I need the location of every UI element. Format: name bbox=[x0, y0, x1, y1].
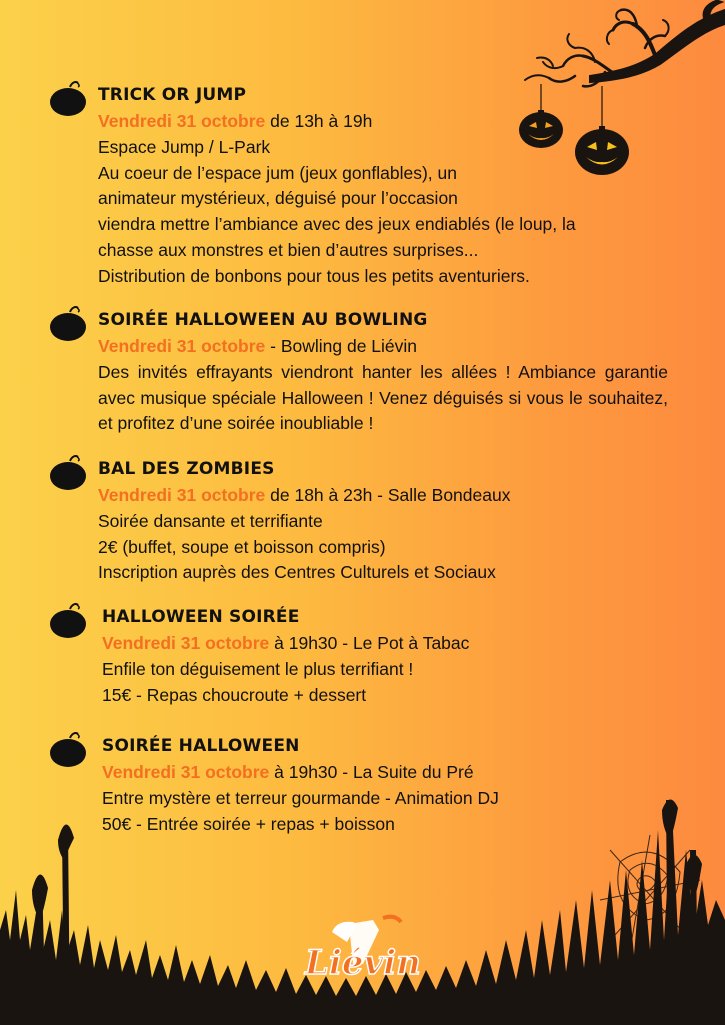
pumpkin-icon bbox=[48, 455, 88, 491]
event-line: Espace Jump / L-Park bbox=[98, 136, 271, 157]
event-date: Vendredi 31 octobre bbox=[98, 485, 266, 505]
event-title: HALLOWEEN SOIRÉE bbox=[102, 607, 300, 627]
event-soiree-bowling bbox=[48, 309, 668, 437]
event-date-line: Vendredi 31 octobre - Bowling de Liévin bbox=[98, 336, 418, 356]
event-date-line: Vendredi 31 octobre à 19h30 - Le Pot à Tabac bbox=[102, 633, 470, 653]
lievin-logo bbox=[297, 912, 427, 992]
event-date-line: Vendredi 31 octobre de 18h à 23h - Salle Bondeaux bbox=[98, 485, 511, 505]
event-title: SOIRÉE HALLOWEEN AU BOWLING bbox=[98, 310, 428, 330]
event-title: BAL DES ZOMBIES bbox=[98, 459, 275, 479]
event-line: 2€ (buffet, soupe et boisson compris) bbox=[98, 536, 386, 557]
event-bal-des-zombies bbox=[48, 458, 668, 586]
event-trick-or-jump bbox=[48, 84, 668, 290]
pumpkin-icon bbox=[48, 732, 88, 768]
event-line: chasse aux monstres et bien d’autres surprises... bbox=[98, 239, 479, 260]
pumpkin-icon bbox=[48, 603, 88, 639]
event-date: Vendredi 31 octobre bbox=[98, 111, 266, 131]
event-date: Vendredi 31 octobre bbox=[98, 336, 266, 356]
pumpkin-icon bbox=[48, 306, 88, 342]
event-line: animateur mystérieux, déguisé pour l’occasion bbox=[98, 188, 458, 209]
logo-text: Liévin bbox=[305, 943, 421, 983]
event-halloween-soiree bbox=[48, 606, 668, 708]
event-date: Vendredi 31 octobre bbox=[102, 762, 270, 782]
event-line: 50€ - Entrée soirée + repas + boisson bbox=[102, 813, 395, 834]
event-line: Inscription auprès des Centres Culturels et Sociaux bbox=[98, 562, 496, 583]
event-date: Vendredi 31 octobre bbox=[102, 633, 270, 653]
event-line: viendra mettre l’ambiance avec des jeux endiablés (le loup, la bbox=[98, 214, 576, 235]
event-date-line: Vendredi 31 octobre à 19h30 - La Suite du Pré bbox=[102, 762, 474, 782]
event-line: Enfile ton déguisement le plus terrifiant ! bbox=[102, 658, 414, 679]
event-title: TRICK OR JUMP bbox=[98, 85, 247, 105]
event-title: SOIRÉE HALLOWEEN bbox=[102, 736, 300, 756]
pumpkin-icon bbox=[48, 81, 88, 117]
event-line: Distribution de bonbons pour tous les petits aventuriers. bbox=[98, 265, 530, 286]
event-line: Soirée dansante et terrifiante bbox=[98, 510, 323, 531]
event-line: Au coeur de l’espace jum (jeux gonflables), un bbox=[98, 162, 457, 183]
event-paragraph: Des invités effrayants viendront hanter les allées ! Ambiance garantie avec musique spéciale Halloween ! Venez déguisés si vous le souhaitez, et profitez d’une soirée inoubliable ! bbox=[98, 361, 668, 434]
event-line: Entre mystère et terreur gourmande - Animation DJ bbox=[102, 787, 499, 808]
event-date-line: Vendredi 31 octobre de 13h à 19h bbox=[98, 111, 373, 131]
event-line: 15€ - Repas choucroute + dessert bbox=[102, 684, 367, 705]
